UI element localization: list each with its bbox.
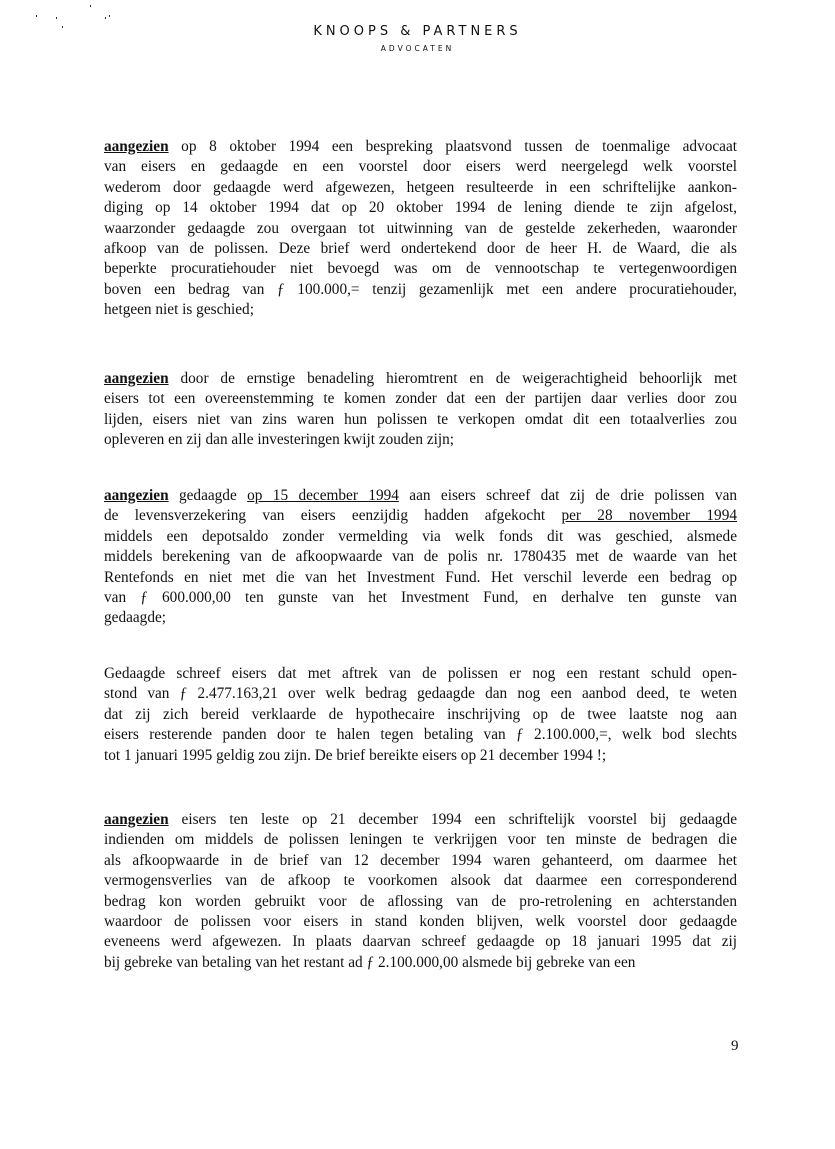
text-line <box>104 547 737 567</box>
text-line <box>104 746 737 766</box>
text-line <box>104 369 737 389</box>
page-number: 9 <box>731 1038 739 1054</box>
scan-artifact <box>105 17 106 19</box>
paragraph <box>104 137 737 321</box>
text-line <box>104 892 737 912</box>
text-segment: boven een bedrag van ƒ 100.000,= tenzij gezamenlijk met een andere procuratiehouder, <box>104 280 737 298</box>
text-line <box>104 664 737 684</box>
text-line <box>104 239 737 259</box>
text-line <box>104 830 737 850</box>
scan-artifact <box>56 17 57 19</box>
text-line <box>104 871 737 891</box>
text-segment: tot 1 januari 1995 geldig zou zijn. De brief bereikte eisers op 21 december 1994 !; <box>104 746 607 764</box>
underlined-date: per 28 november 1994 <box>561 507 737 525</box>
text-segment: afkoop van de polissen. Deze brief werd ondertekend door de heer H. de Waard, die als <box>104 239 737 257</box>
text-segment: stond van ƒ 2.477.163,21 over welk bedrag gedaagde dan nog een aanbod deed, te weten <box>104 685 737 703</box>
text-segment: lijden, eisers niet van zins waren hun polissen te verkopen omdat dit een totaalverlies zou <box>104 410 737 428</box>
text-line <box>104 932 737 952</box>
text-line <box>104 725 737 745</box>
text-line <box>104 486 737 506</box>
text-segment: diging op 14 oktober 1994 dat op 20 oktober 1994 de lening diende te zijn afgelost, <box>104 199 737 217</box>
paragraph <box>104 810 737 973</box>
text-segment: waarzonder gedaagde zou overgaan tot uitwinning van de gestelde zekerheden, waaronder <box>104 219 737 237</box>
text-line <box>104 527 737 547</box>
text-line <box>104 568 737 588</box>
text-segment: gedaagde; <box>104 609 167 627</box>
text-segment: gedaagde <box>168 487 248 504</box>
text-line <box>104 198 737 218</box>
text-line <box>104 912 737 932</box>
text-line <box>104 300 737 320</box>
text-line <box>104 137 737 157</box>
text-line <box>104 588 737 608</box>
text-line <box>104 259 737 279</box>
text-line <box>104 953 737 973</box>
keyword-aangezien: aangezien <box>104 138 169 155</box>
text-segment: eveneens werd afgewezen. In plaats daarvan schreef gedaagde op 18 januari 1995 dat zij <box>104 933 737 951</box>
text-segment: dat zij zich bereid verklaarde de hypothecaire inschrijving op de twee laatste nog aan <box>104 705 737 723</box>
text-line <box>104 705 737 725</box>
text-segment: hetgeen niet is geschied; <box>104 301 254 319</box>
text-segment: Gedaagde schreef eisers dat met aftrek van de polissen er nog een restant schuld open- <box>104 665 737 682</box>
text-segment: op 8 oktober 1994 een bespreking plaatsvond tussen de toenmalige advocaat <box>168 138 737 155</box>
underlined-date: op 15 december 1994 <box>247 487 399 504</box>
text-segment: eisers tot een overeenstemming te komen zonder dat een der partijen daar verlies door zou <box>104 390 737 408</box>
text-segment: middels berekening van de afkoopwaarde van de polis nr. 1780435 met de waarde van het <box>104 548 737 566</box>
text-segment: indienden om middels de polissen leningen te verkrijgen voor ten minste de bedragen die <box>104 831 737 849</box>
text-line <box>104 684 737 704</box>
text-segment: bij gebreke van betaling van het restant ad ƒ 2.100.000,00 alsmede bij gebreke van een <box>104 953 636 971</box>
text-segment: wederom door gedaagde werd afgewezen, hetgeen resulteerde in een schriftelijke aankon- <box>104 178 737 196</box>
scan-artifact <box>62 26 63 28</box>
paragraph <box>104 369 737 451</box>
text-segment: beperkte procuratiehouder niet bevoegd was om de vennootschap te vertegenwoordigen <box>104 260 737 278</box>
text-line <box>104 410 737 430</box>
keyword-aangezien: aangezien <box>104 370 169 387</box>
paragraph <box>104 664 737 766</box>
text-segment: opleveren en zij dan alle investeringen kwijt zouden zijn; <box>104 431 455 449</box>
text-line <box>104 389 737 409</box>
text-segment: van ƒ 600.000,00 ten gunste van het Investment Fund, en derhalve ten gunste van <box>104 588 737 606</box>
scan-artifact <box>36 15 37 17</box>
letterhead-subtitle: ADVOCATEN <box>380 44 455 53</box>
text-segment: van eisers en gedaagde en een voorstel door eisers werd neergelegd welk voorstel <box>104 158 737 176</box>
text-segment: door de ernstige benadeling hieromtrent en de weigerachtigheid behoorlijk met <box>168 370 737 387</box>
text-line <box>104 851 737 871</box>
text-segment: middels een depotsaldo zonder vermelding via welk fonds dit was geschied, alsmede <box>104 527 737 545</box>
keyword-aangezien: aangezien <box>104 811 169 828</box>
text-segment: eisers resterende panden door te halen tegen betaling van ƒ 2.100.000,=, welk bod slechts <box>104 726 737 744</box>
text-segment: eisers ten leste op 21 december 1994 een schriftelijk voorstel bij gedaagde <box>168 811 737 828</box>
text-line <box>104 157 737 177</box>
scan-artifact <box>109 15 110 17</box>
scan-artifact <box>90 5 91 7</box>
text-line <box>104 506 737 526</box>
text-line <box>104 810 737 830</box>
text-line <box>104 280 737 300</box>
text-segment: als afkoopwaarde in de brief van 12 december 1994 waren gehanteerd, om daarmee het <box>104 851 737 869</box>
keyword-aangezien: aangezien <box>104 487 169 504</box>
text-line <box>104 219 737 239</box>
paragraph <box>104 486 737 629</box>
text-line <box>104 430 737 450</box>
text-segment: vermogensverlies van de afkoop te voorkomen alsook dat daarmee een corresponderend <box>104 872 737 890</box>
text-segment: aan eisers schreef dat zij de drie polissen van <box>398 487 738 504</box>
text-segment: waardoor de polissen voor eisers in stand konden blijven, welk voorstel door gedaagde <box>104 912 737 930</box>
text-segment: bedrag kon worden gebruikt voor de aflossing van de pro-retrolening en achterstanden <box>104 892 737 910</box>
text-line <box>104 608 737 628</box>
text-segment: de levensverzekering van eisers eenzijdig hadden afgekocht <box>104 507 562 525</box>
text-segment: Rentefonds en niet met die van het Investment Fund. Het verschil leverde een bedrag op <box>104 568 737 586</box>
letterhead-firm-name: KNOOPS & PARTNERS <box>313 24 522 39</box>
text-line <box>104 178 737 198</box>
